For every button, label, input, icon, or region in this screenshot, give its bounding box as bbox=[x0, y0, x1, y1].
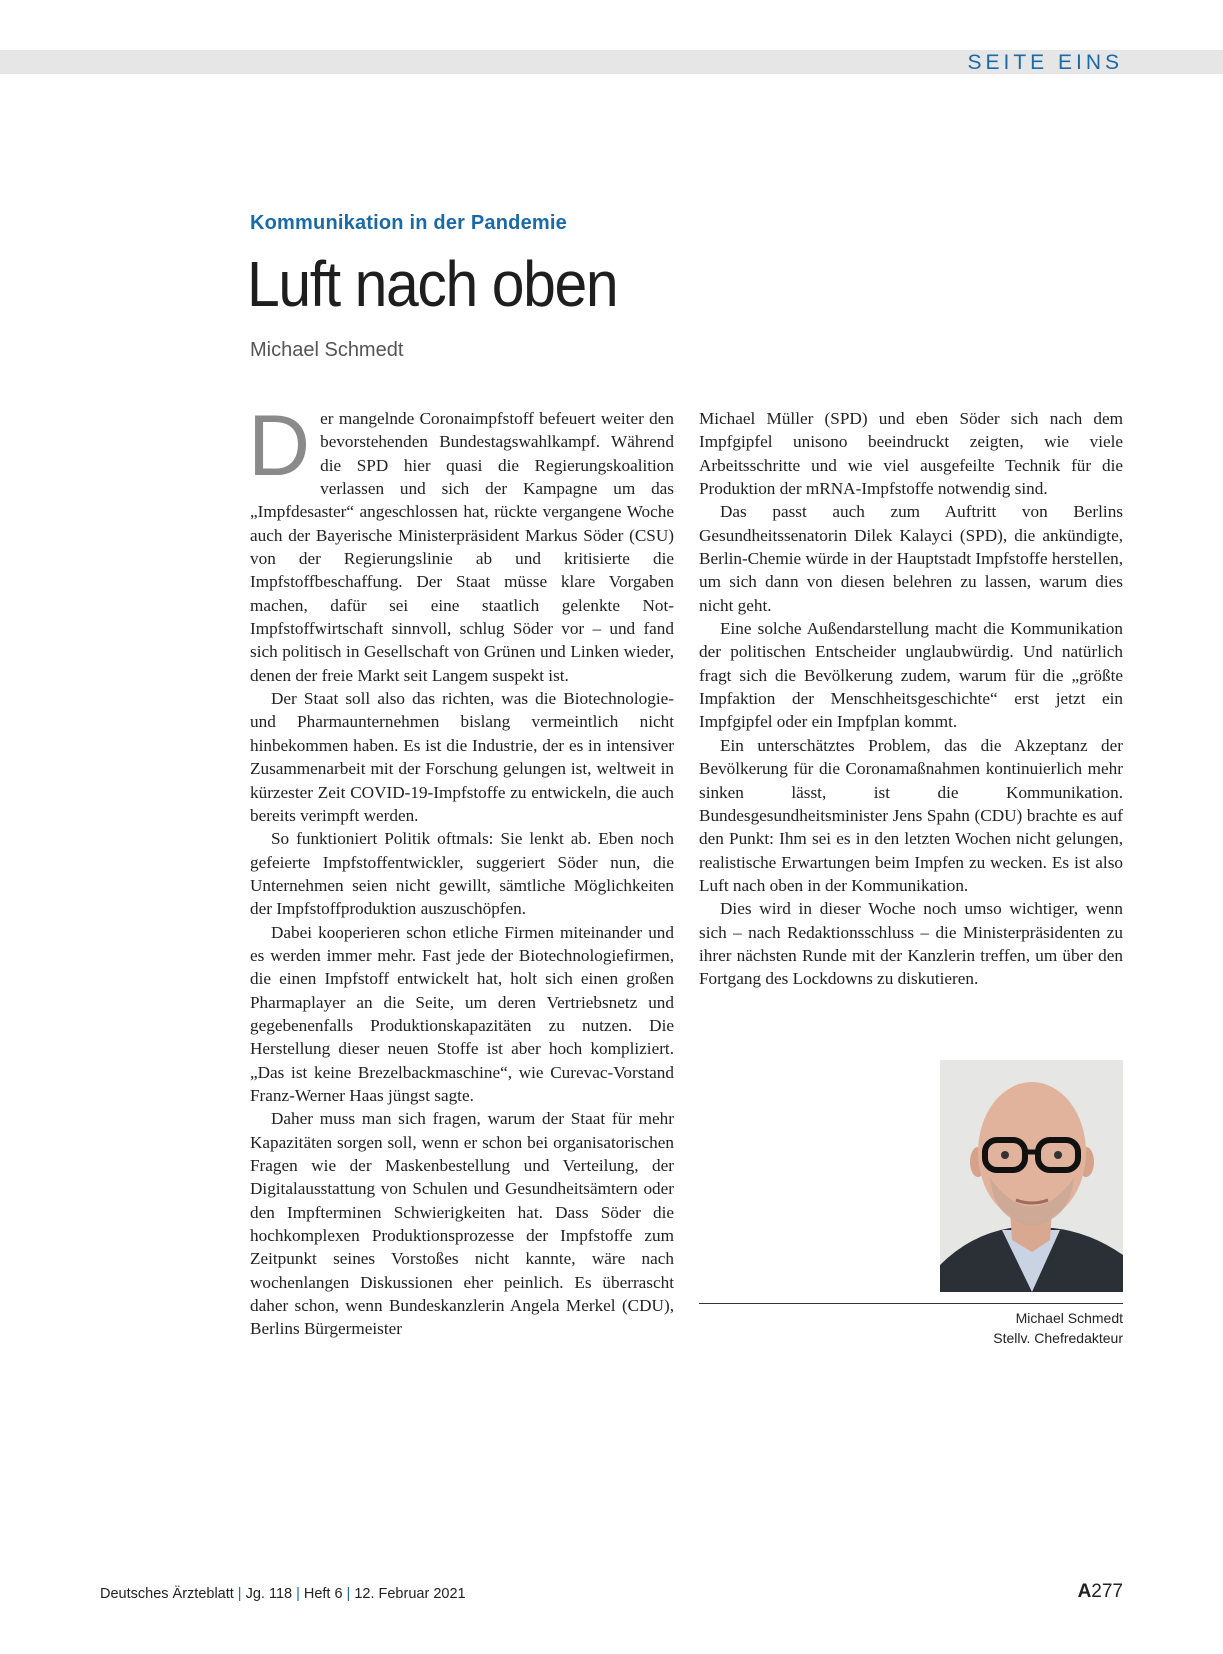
page-number-value: 277 bbox=[1091, 1581, 1123, 1602]
page-prefix: A bbox=[1077, 1581, 1092, 1602]
paragraph: Der Staat soll also das richten, was die Biotechnologie- und Pharmaunternehmen bislang vermeintlich nicht hinbekommen haben. Es ist die Industrie, der es in intensiver Zusammenarbeit mit der Forschung gelungen ist, weltweit in kürzester Zeit COVID-19-Impfstoffe zu entwickeln, die auch bereits verimpft werden. bbox=[250, 689, 674, 825]
page-footer: Deutsches Ärzteblatt | Jg. 118 | Heft 6 | 12. Februar 2021 bbox=[100, 1586, 466, 1602]
drop-cap: D bbox=[248, 398, 311, 494]
caption-name: Michael Schmedt bbox=[1015, 1310, 1123, 1326]
caption-divider bbox=[699, 1303, 1123, 1304]
section-label: SEITE EINS bbox=[967, 51, 1123, 74]
photo-caption bbox=[993, 1308, 1123, 1348]
paragraph: Michael Müller (SPD) und eben Söder sich nach dem Impfgipfel unisono beeindruckt zeigten, wie viele Arbeitsschritte und wie viel ausgefeilte Technik für die Produktion der mRNA-Impfstoffe notwendig sind. bbox=[699, 409, 1123, 499]
author-photo bbox=[940, 1060, 1123, 1292]
paragraph: Dabei kooperieren schon etliche Firmen miteinander und es werden immer mehr. Fast jede der Biotechnologiefirmen, die einen Impfstoff entwickelt hat, holt sich einen großen Pharmaplayer an die Seite, um deren Vertriebsnetz und gegebenenfalls Produktionskapazitäten zu nutzen. Die Herstellung dieser neuen Stoffe ist aber hoch kompliziert. „Das ist keine Brezelbackmaschine“, wie Curevac-Vorstand Franz-Werner Haas jüngst sagte. bbox=[250, 922, 674, 1105]
paragraph: Der mangelnde Coronaimpfstoff befeuert weiter den bevorstehenden Bundestagswahlkampf. Während die SPD hier quasi die Regierungskoalition verlassen und sich der Kampagne um das „Impfdesaster“ angeschlossen hat, rückte vergangene Woche auch der Bayerische Ministerpräsident Markus Söder (CSU) von der Regierungslinie ab und kritisierte die Impfstoffbeschaffung. Der Staat müsse klare Vorgaben machen, dafür sei eine staatlich gelenkte Not-Impfstoffwirtschaft sinnvoll, schlug Söder vor – und fand sich politisch in Gesellschaft von Grünen und Linken wieder, denen der freie Markt seit Langem suspekt ist. bbox=[248, 398, 674, 685]
paragraph: Das passt auch zum Auftritt von Berlins Gesundheitssenatorin Dilek Kalayci (SPD), die ankündigte, Berlin-Chemie würde in der Hauptstadt Impfstoffe herstellen, um sich dann von diesen belehren zu lassen, warum dies nicht geht. bbox=[699, 502, 1123, 615]
paragraph: Eine solche Außendarstellung macht die Kommunikation der politischen Entscheider unglaubwürdig. Und natürlich fragt sich die Bevölkerung zudem, warum für die „größte Impfaktion der Menschheitsgeschichte“ erst jetzt ein Impfgipfel oder ein Impfplan kommt. bbox=[699, 619, 1123, 732]
article-title: Luft nach oben bbox=[247, 248, 618, 320]
paragraph: Daher muss man sich fragen, warum der Staat für mehr Kapazitäten sorgen soll, wenn er schon bei organisatorischen Fragen wie der Maskenbestellung und Verteilung, der Digitalausstattung von Schulen und Gesundheitsämtern oder den Impfterminen Schwierigkeiten hat. Dass Söder die hochkomplexen Produktionsprozesse der Impfstoffe zum Zeitpunkt seines Vorstoßes nicht kannte, wäre nach wochenlangen Diskussionen eher peinlich. Es überrascht daher schon, wenn Bundeskanzlerin Angela Merkel (CDU), Berlins Bürgermeister bbox=[250, 1109, 674, 1339]
article-kicker: Kommunikation in der Pandemie bbox=[250, 212, 567, 234]
footer-date: 12. Februar 2021 bbox=[354, 1586, 466, 1602]
paragraph: So funktioniert Politik oftmals: Sie lenkt ab. Eben noch gefeierte Impfstoffentwickler, suggeriert Söder nun, die Unternehmen seien nicht gewillt, sämtliche Möglichkeiten der Impfstoffproduktion auszuschöpfen. bbox=[250, 829, 674, 919]
article-author: Michael Schmedt bbox=[250, 339, 404, 361]
portrait-image bbox=[940, 1060, 1123, 1292]
page-number bbox=[1078, 1581, 1123, 1603]
article-column-left bbox=[248, 398, 674, 1341]
footer-volume: Jg. 118 bbox=[245, 1586, 293, 1602]
footer-issue: Heft 6 bbox=[303, 1586, 343, 1602]
paragraph: Ein unterschätztes Problem, das die Akzeptanz der Bevölkerung für die Coronamaßnahmen kontinuierlich mehr sinken lässt, ist die Kommunikation. Bundesgesundheitsminister Jens Spahn (CDU) brachte es auf den Punkt: Ihm sei es in den letzten Wochen nicht gelungen, realistische Erwartungen beim Impfen zu wecken. Es ist also Luft nach oben in der Kommunikation. bbox=[699, 735, 1123, 895]
caption-role: Stellv. Chefredakteur bbox=[993, 1330, 1123, 1346]
article-column-right bbox=[699, 407, 1123, 991]
paragraph: Dies wird in dieser Woche noch umso wichtiger, wenn sich – nach Redaktionsschluss – die Ministerpräsidenten zu ihrer nächsten Runde mit der Kanzlerin treffen, um über den Fortgang des Lockdowns zu diskutieren. bbox=[699, 899, 1123, 989]
footer-publication: Deutsches Ärzteblatt bbox=[100, 1586, 234, 1602]
